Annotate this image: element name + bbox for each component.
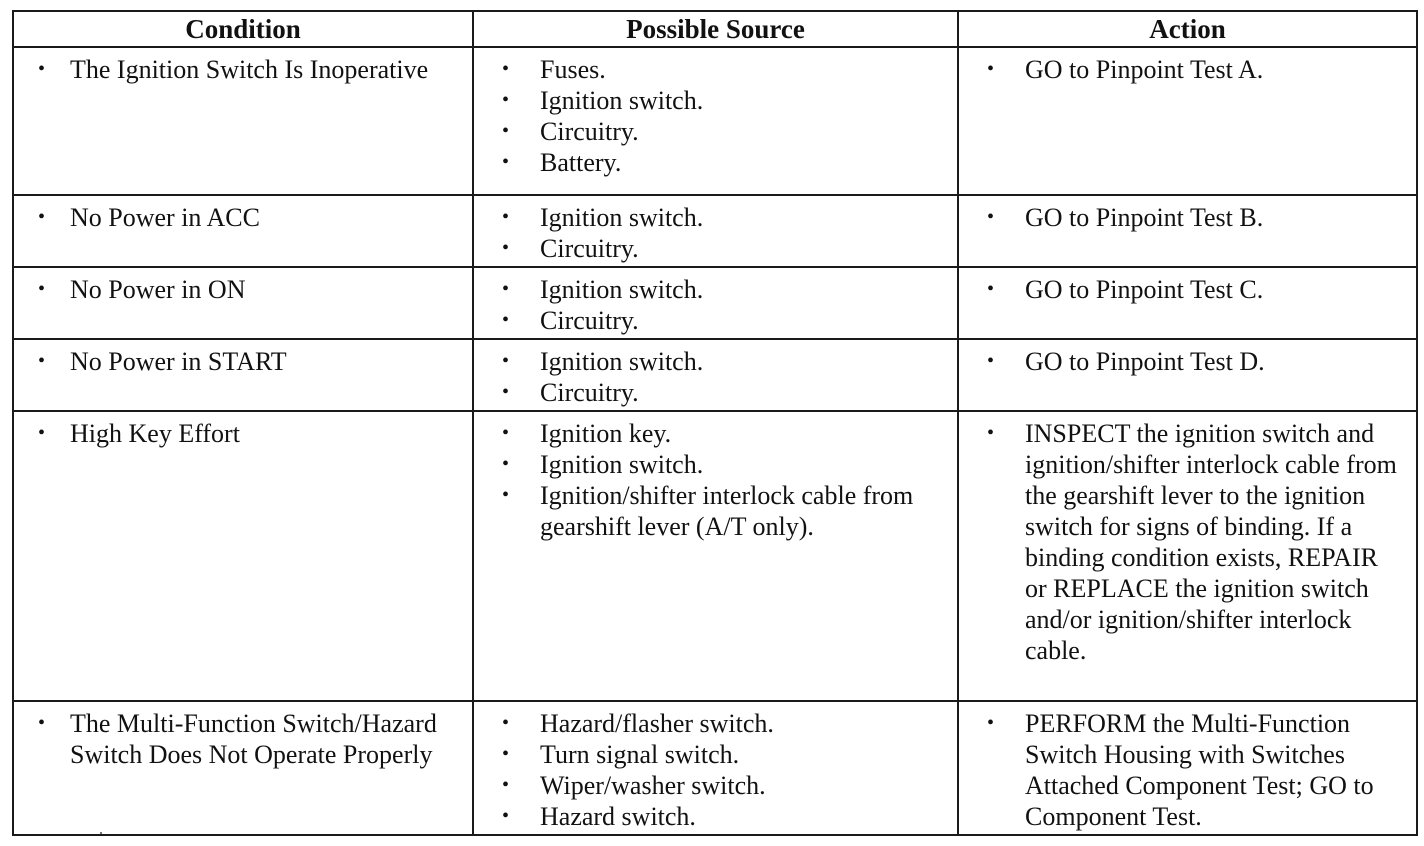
item-text: No Power in ACC (70, 203, 260, 232)
table-row (13, 411, 1417, 701)
table-row (13, 339, 1417, 411)
list-item (484, 801, 947, 832)
list-item (484, 449, 947, 480)
bullet-icon: • (987, 278, 995, 300)
bullet-icon: • (502, 484, 510, 506)
bullet-icon: • (38, 206, 46, 228)
bullet-icon: • (38, 278, 46, 300)
bullet-icon: • (502, 743, 510, 765)
item-text: The Multi-Function Switch/Hazard Switch Does Not Operate Properly (70, 709, 437, 769)
bullet-icon: • (502, 278, 510, 300)
bullet-list (969, 274, 1406, 305)
bullet-list (24, 418, 462, 449)
list-item (484, 54, 947, 85)
item-text: Ignition key. (540, 419, 672, 448)
bullet-list (24, 274, 462, 305)
possible-source-cell (473, 47, 958, 195)
item-text: Ignition/shifter interlock cable from gearshift lever (A/T only). (540, 481, 914, 541)
condition-cell (13, 195, 473, 267)
bullet-icon: • (502, 58, 510, 80)
bullet-icon: • (987, 206, 995, 228)
bullet-icon: • (987, 712, 995, 734)
item-text: Wiper/washer switch. (540, 771, 766, 800)
item-text: No Power in ON (70, 275, 246, 304)
item-text: Battery. (540, 148, 622, 177)
action-cell (958, 267, 1417, 339)
list-item (484, 377, 947, 408)
bullet-list (969, 708, 1406, 832)
list-item (24, 202, 462, 233)
list-item (969, 346, 1406, 377)
item-text: Hazard switch. (540, 802, 696, 831)
list-item (484, 708, 947, 739)
list-item (484, 202, 947, 233)
list-item (24, 54, 462, 85)
item-text: Ignition switch. (540, 203, 704, 232)
item-text: The Ignition Switch Is Inoperative (70, 55, 429, 84)
item-text: Turn signal switch. (540, 740, 740, 769)
item-text: GO to Pinpoint Test D. (1025, 347, 1265, 376)
troubleshooting-table (12, 10, 1418, 836)
item-text: Fuses. (540, 55, 606, 84)
list-item (969, 708, 1406, 832)
bullet-list (484, 346, 947, 408)
action-cell (958, 339, 1417, 411)
list-item (484, 116, 947, 147)
table-row (13, 195, 1417, 267)
item-text: GO to Pinpoint Test B. (1025, 203, 1264, 232)
list-item (484, 233, 947, 264)
item-text: Circuitry. (540, 117, 639, 146)
list-item (24, 418, 462, 449)
header-row (13, 11, 1417, 47)
bullet-list (484, 708, 947, 832)
possible-source-cell (473, 411, 958, 701)
list-item (969, 418, 1406, 666)
condition-cell (13, 701, 473, 835)
condition-cell (13, 411, 473, 701)
item-text: Circuitry. (540, 378, 639, 407)
bullet-icon: • (502, 309, 510, 331)
bullet-list (969, 418, 1406, 666)
bullet-list (24, 202, 462, 233)
bullet-list (484, 202, 947, 264)
bullet-icon: • (502, 712, 510, 734)
header-possible-source: Possible Source (473, 11, 958, 47)
header-condition: Condition (13, 11, 473, 47)
bullet-icon: • (987, 58, 995, 80)
bullet-icon: • (502, 120, 510, 142)
item-text: INSPECT the ignition switch and ignition/shifter interlock cable from the gearshift lever to the ignition switch for signs of binding. If a binding condition exists, REPAIR or REPLACE the ignition switch and/or ignition/shifter interlock cable. (1025, 419, 1397, 665)
item-text: No Power in START (70, 347, 287, 376)
bullet-icon: • (502, 237, 510, 259)
bullet-icon: • (502, 206, 510, 228)
list-item (24, 708, 462, 770)
bullet-icon: • (502, 350, 510, 372)
list-item (484, 739, 947, 770)
list-item (484, 418, 947, 449)
bullet-list (24, 54, 462, 85)
header-action: Action (958, 11, 1417, 47)
bullet-icon: • (38, 350, 46, 372)
action-cell (958, 47, 1417, 195)
action-cell (958, 411, 1417, 701)
item-text: GO to Pinpoint Test A. (1025, 55, 1264, 84)
bullet-icon: • (502, 805, 510, 827)
list-item (969, 54, 1406, 85)
possible-source-cell (473, 701, 958, 835)
bullet-list (969, 54, 1406, 85)
list-item (969, 274, 1406, 305)
table-body (13, 47, 1417, 835)
item-text: GO to Pinpoint Test C. (1025, 275, 1264, 304)
bullet-icon: • (502, 151, 510, 173)
action-cell (958, 195, 1417, 267)
list-item (484, 305, 947, 336)
bullet-icon: • (502, 89, 510, 111)
list-item (24, 346, 462, 377)
list-item (969, 202, 1406, 233)
condition-cell (13, 267, 473, 339)
item-text: Ignition switch. (540, 275, 704, 304)
item-text: Ignition switch. (540, 347, 704, 376)
bullet-icon: • (987, 422, 995, 444)
bullet-icon: • (502, 381, 510, 403)
bullet-list (484, 274, 947, 336)
list-item (24, 274, 462, 305)
list-item (484, 480, 947, 542)
bullet-list (969, 202, 1406, 233)
item-text: Ignition switch. (540, 450, 704, 479)
table-row (13, 47, 1417, 195)
bullet-icon: • (987, 350, 995, 372)
bullet-icon: • (502, 422, 510, 444)
list-item (484, 147, 947, 178)
item-text: Hazard/flasher switch. (540, 709, 774, 738)
bullet-list (484, 54, 947, 178)
table-row (13, 701, 1417, 835)
item-text: Circuitry. (540, 234, 639, 263)
possible-source-cell (473, 339, 958, 411)
possible-source-cell (473, 267, 958, 339)
list-item (484, 770, 947, 801)
item-text: Circuitry. (540, 306, 639, 335)
condition-cell (13, 47, 473, 195)
bullet-list (484, 418, 947, 542)
bullet-icon: • (502, 453, 510, 475)
action-cell (958, 701, 1417, 835)
item-text: PERFORM the Multi-Function Switch Housing with Switches Attached Component Test; GO to Component Test. (1025, 709, 1374, 831)
bullet-icon: • (38, 422, 46, 444)
item-text: High Key Effort (70, 419, 240, 448)
list-item (484, 85, 947, 116)
list-item (484, 346, 947, 377)
bullet-icon: • (38, 58, 46, 80)
item-text: Ignition switch. (540, 86, 704, 115)
table-row (13, 267, 1417, 339)
list-item (484, 274, 947, 305)
condition-cell (13, 339, 473, 411)
scan-speck (100, 832, 102, 834)
bullet-icon: • (502, 774, 510, 796)
bullet-icon: • (38, 712, 46, 734)
bullet-list (24, 708, 462, 770)
bullet-list (24, 346, 462, 377)
possible-source-cell (473, 195, 958, 267)
bullet-list (969, 346, 1406, 377)
